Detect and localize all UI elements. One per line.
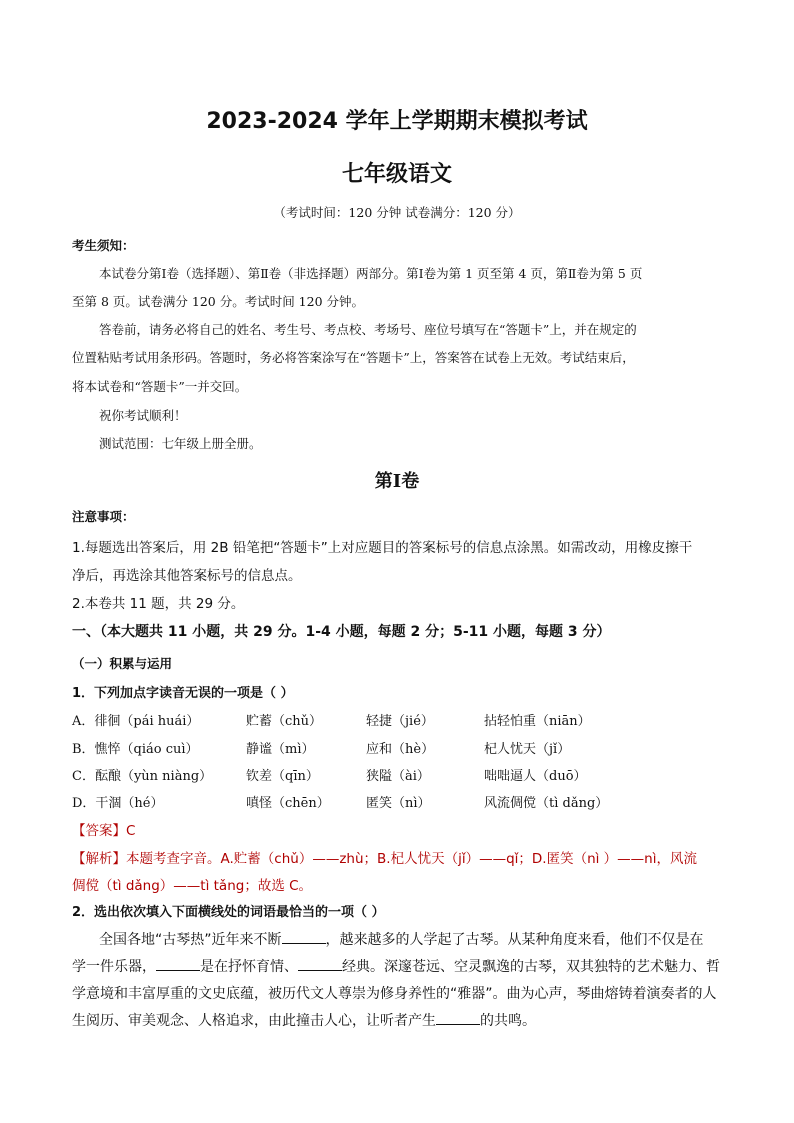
q1-option-b-2: 静谧（mì） xyxy=(246,742,315,757)
answer-value: C xyxy=(126,823,136,839)
q2-l1b: ，越来越多的人学起了古琴。从某种角度来看，他们不仅是在 xyxy=(325,932,704,948)
section-title: 第Ⅰ卷 xyxy=(374,471,420,492)
part-heading: 一、（本大题共 11 小题，共 29 分。1-4 小题，每题 2 分；5-11 小题，每题 3 分） xyxy=(72,624,611,640)
q2-l4a: 生阅历、审美观念、人格追求，由此撞击人心，让听者产生 xyxy=(72,1013,436,1029)
q1-stem: 1．下列加点字读音无误的一项是（ ） xyxy=(72,686,294,701)
q2-l2c: 经典。深邃苍远、空灵飘逸的古琴，双其独特的艺术魅力、哲 xyxy=(342,959,720,975)
q2-blank-1 xyxy=(282,931,326,944)
notice-wish: 祝你考试顺利！ xyxy=(99,408,187,423)
q2-passage-line1 xyxy=(99,929,704,949)
q1-option-c: C．酝酿（yùn niàng） xyxy=(72,769,213,784)
analysis-tag: 【解析】 xyxy=(72,851,126,867)
note1-line1: 1.每题选出答案后，用 2B 铅笔把“答题卡”上对应题目的答案标号的信息点涂黑。如需改动，用橡皮擦干 xyxy=(72,540,693,556)
q1-analysis-line2: 倜傥（tì dǎng）——tì tǎng；故选 C。 xyxy=(72,878,313,894)
q2-blank-2 xyxy=(156,958,200,971)
subject-title: 七年级语文 xyxy=(341,162,452,187)
note1-line2: 净后，再选涂其他答案标号的信息点。 xyxy=(72,568,302,584)
exam-title: 2023-2024 学年上学期期末模拟考试 xyxy=(206,109,588,134)
q2-l2b: 是在抒怀育情、 xyxy=(200,959,298,975)
q1-analysis-line1 xyxy=(72,847,697,867)
notice-p2-line2: 位置粘贴考试用条形码。答题时，务必将答案涂写在“答题卡”上，答案答在试卷上无效。考试结束后， xyxy=(72,350,635,365)
q1-option-d-3: 匿笑（nì） xyxy=(366,796,431,811)
notice-scope: 测试范围：七年级上册全册。 xyxy=(99,436,262,451)
q1-option-b-4: 杞人忧天（jǐ） xyxy=(484,742,571,757)
notice-heading: 考生须知： xyxy=(72,238,135,253)
q2-passage-line2 xyxy=(72,956,720,976)
q2-stem: 2．选出依次填入下面横线处的词语最恰当的一项（ ） xyxy=(72,905,385,920)
sub-heading: （一）积累与运用 xyxy=(72,656,173,671)
notes-heading: 注意事项： xyxy=(72,509,135,524)
q1-option-a: A．徘徊（pái huái） xyxy=(72,714,200,729)
q2-passage-line4 xyxy=(72,1010,536,1030)
q2-blank-3 xyxy=(298,958,342,971)
q1-option-c-2: 钦差（qīn） xyxy=(246,769,319,784)
notice-p1-line1: 本试卷分第Ⅰ卷（选择题）、第Ⅱ卷（非选择题）两部分。第Ⅰ卷为第 1 页至第 4 页，第Ⅱ卷为第 5 页 xyxy=(99,266,643,281)
q1-option-a-4: 拈轻怕重（niān） xyxy=(484,714,591,729)
q2-blank-4 xyxy=(436,1012,480,1025)
q2-l4b: 的共鸣。 xyxy=(480,1013,536,1029)
q1-option-c-3: 狭隘（ài） xyxy=(366,769,430,784)
q2-passage-line3: 学意境和丰富厚重的文史底蕴，被历代文人尊崇为修身养性的“雅器”。曲为心声，琴曲熔铸着演奏者的人 xyxy=(72,986,717,1002)
q2-l2a: 学一件乐器， xyxy=(72,959,156,975)
answer-tag: 【答案】 xyxy=(72,823,126,839)
notice-p1-line2: 至第 8 页。试卷满分 120 分。考试时间 120 分钟。 xyxy=(72,294,365,309)
q1-option-c-4: 咄咄逼人（duō） xyxy=(484,769,587,784)
notice-p2-line1: 答卷前，请务必将自己的姓名、考生号、考点校、考场号、座位号填写在“答题卡”上，并在规定的 xyxy=(99,322,637,337)
q1-option-d: D．干涸（hé） xyxy=(72,796,164,811)
analysis-text-1: 本题考查字音。A.贮蓄（chǔ）——zhù；B.杞人忧天（jǐ）——qǐ；D.匿笑（nì ）——nì，风流 xyxy=(126,851,697,867)
note2: 2.本卷共 11 题，共 29 分。 xyxy=(72,596,245,612)
q1-answer-line xyxy=(72,819,135,839)
notice-p2-line3: 将本试卷和“答题卡”一并交回。 xyxy=(72,379,248,394)
exam-info: （考试时间：120 分钟 试卷满分：120 分） xyxy=(273,205,521,220)
q1-option-d-2: 嗔怪（chēn） xyxy=(246,796,330,811)
q1-option-b: B．憔悴（qiáo cuì） xyxy=(72,742,199,757)
q1-option-a-2: 贮蓄（chǔ） xyxy=(246,714,323,729)
q1-option-d-4: 风流倜傥（tì dǎng） xyxy=(484,796,609,811)
q1-option-b-3: 应和（hè） xyxy=(366,742,435,757)
q1-option-a-3: 轻捷（jié） xyxy=(366,714,434,729)
q2-l1a: 全国各地“古琴热”近年来不断 xyxy=(99,932,282,948)
